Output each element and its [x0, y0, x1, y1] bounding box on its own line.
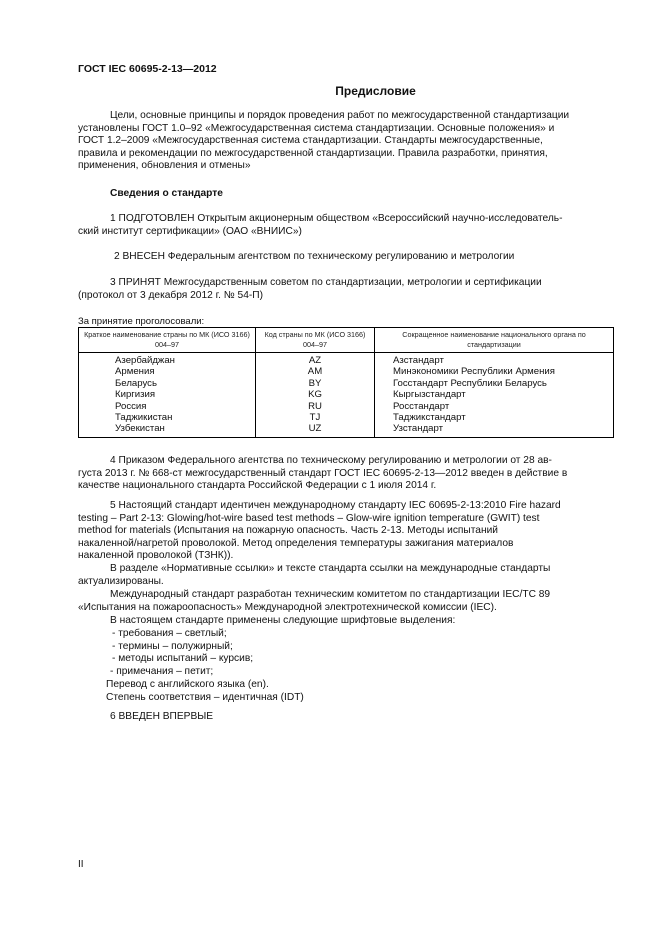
code-cell: KG	[256, 389, 375, 400]
intro-line: установлены ГОСТ 1.0–92 «Межгосударственная система стандартизации. Основные положения» и	[78, 122, 555, 134]
fonts-list-item: - методы испытаний – курсив;	[112, 653, 254, 665]
intro-line: применения, обновления и отмены»	[78, 160, 251, 172]
code-cell: TJ	[256, 412, 375, 423]
fonts-intro: В настоящем стандарте применены следующие шрифтовые выделения:	[110, 615, 456, 626]
body-cell: Кыргызстандарт	[375, 389, 614, 400]
table-caption: За принятие проголосовали:	[78, 316, 205, 327]
table-header-body: Сокращенное наименование национального органа по стандартизации	[375, 328, 614, 353]
item-2: 2 ВНЕСЕН Федеральным агентством по техническому регулированию и метрологии	[114, 251, 515, 262]
country-cell: Таджикистан	[79, 412, 256, 423]
document-header: ГОСТ IEC 60695-2-13—2012	[78, 63, 217, 75]
item-5-refs-line: В разделе «Нормативные ссылки» и тексте стандарта ссылки на международные стандарты	[110, 563, 551, 574]
table-row	[79, 401, 614, 412]
item-6: 6 ВВЕДЕН ВПЕРВЫЕ	[110, 711, 214, 722]
section-heading: Сведения о стандарте	[110, 188, 223, 199]
table-header-country: Краткое наименование страны по МК (ИСО 3166) 004–97	[79, 328, 256, 353]
item-4	[78, 455, 614, 493]
intro-line: правила и рекомендации по межгосударственной стандартизации. Правила разработки, принятия,	[78, 147, 548, 159]
code-cell: RU	[256, 401, 375, 412]
item-5-refs	[78, 563, 614, 588]
item-3	[78, 277, 614, 302]
table-header-code: Код страны по МК (ИСО 3166) 004–97	[256, 328, 375, 353]
item-5-developer	[78, 589, 614, 614]
item-5-line: 5 Настоящий стандарт идентичен международному стандарту IEC 60695-2-13:2010 Fire hazard	[110, 500, 561, 511]
body-cell: Минэкономики Республики Армения	[375, 366, 614, 377]
item-1-line: 1 ПОДГОТОВЛЕН Открытым акционерным обществом «Всероссийский научно-исследователь-	[110, 213, 563, 224]
table-row	[79, 378, 614, 389]
item-5-developer-line: «Испытания на пожароопасность» Международной электротехнической комиссии (IEC).	[78, 601, 497, 613]
country-cell: Азербайджан	[79, 353, 256, 367]
page-title: Предисловие	[335, 84, 416, 98]
body-cell: Азстандарт	[375, 353, 614, 367]
voting-table	[78, 327, 614, 438]
table-row	[79, 366, 614, 377]
country-cell: Узбекистан	[79, 423, 256, 437]
conformity-note: Степень соответствия – идентичная (IDT)	[106, 692, 304, 703]
item-5-line: testing – Part 2-13: Glowing/hot-wire based test methods – Glow-wire ignition temperature (GWIT) test	[78, 512, 540, 524]
item-3-line: 3 ПРИНЯТ Межгосударственным советом по стандартизации, метрологии и сертификации	[110, 277, 542, 288]
body-cell: Таджикстандарт	[375, 412, 614, 423]
table-row	[79, 412, 614, 423]
country-cell: Россия	[79, 401, 256, 412]
item-5-developer-line: Международный стандарт разработан техническим комитетом по стандартизации IEC/TC 89	[110, 589, 551, 600]
body-cell: Узстандарт	[375, 423, 614, 437]
country-cell: Киргизия	[79, 389, 256, 400]
item-4-line: качестве национального стандарта Российской Федерации с 1 июля 2014 г.	[78, 480, 437, 492]
country-cell: Армения	[79, 366, 256, 377]
code-cell: UZ	[256, 423, 375, 437]
page-number: II	[78, 859, 84, 870]
item-5-line: method for materials (Испытания на пожарную опасность. Часть 2-13. Методы испытаний	[78, 525, 498, 537]
item-1-line: ский институт сертификации» (ОАО «ВНИИС»)	[78, 225, 302, 237]
item-5-line: накаленной/нагретой проволокой. Метод определения температуры зажигания материалов	[78, 537, 514, 549]
table-row	[79, 353, 614, 367]
intro-line: Цели, основные принципы и порядок проведения работ по межгосударственной стандартизации	[110, 110, 570, 121]
table-row	[79, 423, 614, 437]
item-4-line: густа 2013 г. № 668-ст межгосударственный стандарт ГОСТ IEC 60695-2-13—2012 введен в действие в	[78, 467, 568, 479]
item-5-line: накаленной проволокой (ТЗНК)).	[78, 550, 234, 562]
table-row	[79, 389, 614, 400]
fonts-list-item: - требования – светлый;	[112, 628, 227, 639]
intro-paragraph	[78, 110, 614, 173]
body-cell: Росстандарт	[375, 401, 614, 412]
item-4-line: 4 Приказом Федерального агентства по техническому регулированию и метрологии от 28 ав-	[110, 455, 552, 466]
code-cell: BY	[256, 378, 375, 389]
item-3-line: (протокол от 3 декабря 2012 г. № 54-П)	[78, 289, 263, 301]
code-cell: AM	[256, 366, 375, 377]
item-5-refs-line: актуализированы.	[78, 575, 164, 587]
item-1	[78, 213, 614, 238]
body-cell: Госстандарт Республики Беларусь	[375, 378, 614, 389]
fonts-list-item: - примечания – петит;	[110, 665, 214, 677]
translation-note: Перевод с английского языка (en).	[106, 679, 269, 690]
item-5	[78, 500, 614, 563]
code-cell: AZ	[256, 353, 375, 367]
country-cell: Беларусь	[79, 378, 256, 389]
intro-line: ГОСТ 1.2–2009 «Межгосударственная система стандартизации. Стандарты межгосударственные,	[78, 135, 543, 147]
fonts-list-item: - термины – полужирный;	[112, 640, 233, 652]
fonts-list	[110, 628, 253, 678]
